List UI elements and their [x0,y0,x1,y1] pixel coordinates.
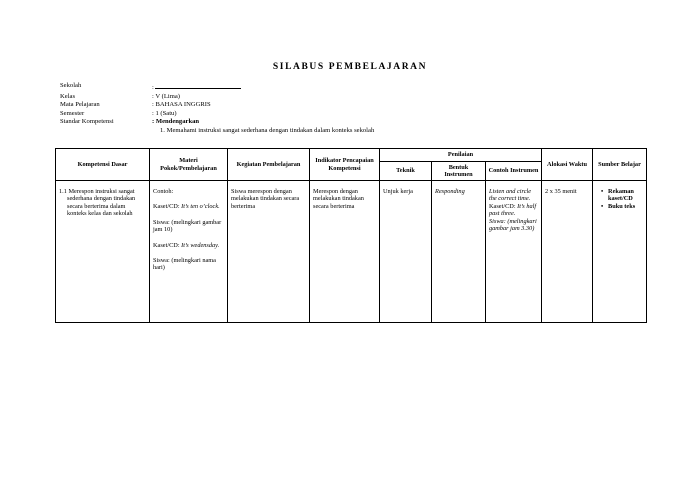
cell-kompetensi-dasar: 1.1 Merespon instruksi sangat sederhana dengan tindakan secara berterima dalam konteks kelas dan sekolah [56,181,150,323]
sk-value: : Mendengarkan [152,118,200,126]
sk-label: Standar Kompetensi [60,118,114,126]
header-penilaian: Penilaian [380,149,542,162]
list-item: • Rekaman kaset/CD [602,188,643,203]
table-row [56,181,647,323]
header-kegiatan: Kegiatan Pembelajaran [228,149,310,181]
header-contoh: Contoh Instrumen [486,162,542,181]
cell-contoh: Listen and circle the correct time. Kaset/CD: It’s half past three. Siswa: (melingkari gambar jam 3.30) [486,181,542,323]
sk-item: 1. Memahami instruksi sangat sederhana dengan tindakan dalam konteks sekolah [160,126,375,134]
info-semester [60,110,374,119]
info-sk-item [60,127,374,136]
sekolah-label: Sekolah [60,82,82,89]
header-bentuk: Bentuk Instrumen [432,162,486,181]
page-title: SILABUS PEMBELAJARAN [272,62,428,72]
header-info [60,82,374,136]
cell-bentuk: Responding [432,181,486,323]
info-mapel [60,101,374,110]
cell-teknik: Unjuk kerja [380,181,432,323]
semester-value: : 1 (Satu) [152,109,177,117]
header-alokasi: Alokasi Waktu [542,149,593,181]
header-indikator: Indikator Pencapaian Kompetensi [310,149,380,181]
cell-kegiatan: Siswa merespon dengan melakukan tindakan secara berterima [228,181,310,323]
sekolah-value: : [152,82,241,93]
kelas-value: : V (Lima) [152,92,180,100]
header-kompetensi-dasar: Kompetensi Dasar [56,149,150,181]
header-materi: Materi Pokok/Pembelajaran [150,149,228,181]
header-teknik: Teknik [380,162,432,181]
syllabus-table [55,148,647,323]
header-sumber: Sumber Belajar [593,149,647,181]
cell-indikator: Merespon dengan melakukan tindakan secara berterima [310,181,380,323]
cell-alokasi: 2 x 35 menit [542,181,593,323]
mapel-value: : BAHASA INGGRIS [152,101,211,109]
mapel-label: Mata Pelajaran [60,101,100,109]
semester-label: Semester [60,109,85,117]
cell-sumber [593,181,647,323]
info-sekolah [60,82,374,93]
sekolah-blank-line [155,82,241,89]
info-standar-kompetensi [60,118,374,127]
cell-materi: Contoh: Kaset/CD: It’s ten o’clock. Siswa: (melingkari gambar jam 10) Kaset/CD: It’s wedensday. Siswa: (melingkari nama hari) [150,181,228,323]
info-kelas [60,93,374,102]
list-item: • Buku teks [602,203,643,210]
kelas-label: Kelas [60,92,76,100]
